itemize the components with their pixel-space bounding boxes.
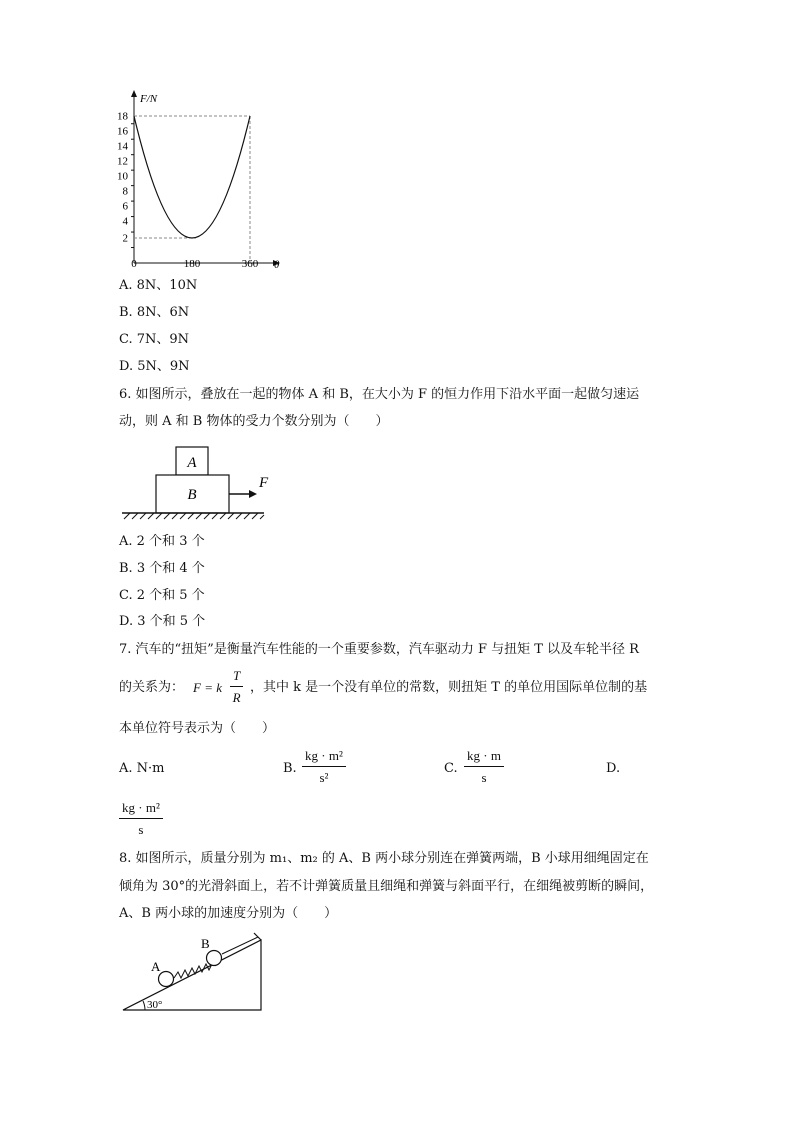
- q7-formula-fraction: [230, 668, 243, 706]
- ball-a: [159, 972, 174, 987]
- force-curve: [134, 116, 250, 238]
- x-tick-0: 0: [131, 258, 137, 270]
- ball-b: [207, 951, 222, 966]
- q7-option-d-fraction: [119, 800, 163, 838]
- q5-option-b: B. 8N、6N: [119, 305, 190, 320]
- q7-option-d-label: D.: [606, 761, 621, 776]
- q7-option-c-fraction: [464, 748, 504, 786]
- y-tick-8: 8: [122, 185, 128, 198]
- ball-b-label: B: [201, 936, 210, 951]
- q7-formula-den: R: [232, 690, 241, 705]
- incline-top-post: [254, 933, 261, 940]
- q6-option-a: A. 2 个和 3 个: [119, 534, 205, 549]
- q5-option-d: D. 5N、9N: [119, 359, 190, 374]
- q5-option-a: A. 8N、10N: [119, 278, 198, 293]
- force-arrowhead: [249, 490, 257, 498]
- y-axis-arrow: [131, 90, 137, 97]
- q7-option-a: A. N·m: [119, 761, 165, 776]
- q6-blocks-figure: [118, 440, 278, 524]
- y-tick-16: 16: [117, 125, 128, 138]
- block-a-label: A: [187, 455, 197, 471]
- y-tick-18: 18: [117, 110, 128, 123]
- q7-option-b-label: B.: [283, 761, 297, 776]
- force-angle-graph: [110, 88, 290, 273]
- q8-incline-figure: [118, 930, 268, 1014]
- y-tick-2: 2: [122, 232, 128, 245]
- y-tick-10: 10: [117, 170, 128, 183]
- q7-formula-lhs: F = k: [193, 680, 222, 695]
- q7-option-c-num: kg · m: [464, 748, 504, 767]
- angle-label: 30°: [147, 999, 163, 1011]
- q7-line-2-post: ，其中 k 是一个没有单位的常数，则扭矩 T 的单位用国际单位制的基: [250, 680, 648, 695]
- y-tick-4: 4: [122, 215, 128, 228]
- y-tick-14: 14: [117, 140, 128, 153]
- x-tick-180: 180: [183, 258, 201, 270]
- block-b-label: B: [187, 487, 197, 503]
- q6-line-1: 6. 如图所示，叠放在一起的物体 A 和 B，在大小为 F 的恒力作用下沿水平面一起做匀速运: [119, 387, 640, 402]
- q6-option-c: C. 2 个和 5 个: [119, 588, 205, 603]
- q7-option-c-label: C.: [444, 761, 458, 776]
- q7-option-b-num: kg · m²: [302, 748, 346, 767]
- q7-line-1: 7. 汽车的“扭矩”是衡量汽车性能的一个重要参数，汽车驱动力 F 与扭矩 T 以及车轮半径 R: [119, 642, 639, 657]
- y-tick-12: 12: [117, 155, 128, 168]
- y-tick-6: 6: [122, 200, 128, 213]
- q7-line-3: 本单位符号表示为（ ）: [119, 721, 276, 736]
- incline: [123, 940, 261, 1010]
- q7-option-c-den: s: [481, 770, 487, 785]
- q7-option-b-den: s²: [319, 770, 329, 785]
- q5-option-c: C. 7N、9N: [119, 332, 190, 347]
- q7-option-b-fraction: [302, 748, 346, 786]
- force-label: F: [259, 475, 269, 491]
- q8-line-1: 8. 如图所示，质量分别为 m₁、m₂ 的 A、B 两小球分别连在弹簧两端，B 小球用细绳固定在: [119, 851, 649, 866]
- ground-hatch: [124, 513, 264, 519]
- q6-line-2: 动，则 A 和 B 物体的受力个数分别为（ ）: [119, 414, 389, 429]
- x-tick-360: 360: [241, 258, 259, 270]
- x-axis-label: θ: [274, 259, 280, 271]
- q7-option-d-den: s: [138, 822, 144, 837]
- ball-a-label: A: [151, 959, 161, 974]
- y-axis-label: F/N: [140, 93, 158, 105]
- q7-option-d-num: kg · m²: [119, 800, 163, 819]
- q7-formula-num: T: [230, 668, 243, 687]
- q8-line-2: 倾角为 30°的光滑斜面上，若不计弹簧质量且细绳和弹簧与斜面平行，在细绳被剪断的瞬间，: [119, 879, 654, 894]
- q8-line-3: A、B 两小球的加速度分别为（ ）: [119, 906, 338, 921]
- q6-option-d: D. 3 个和 5 个: [119, 614, 206, 629]
- q6-option-b: B. 3 个和 4 个: [119, 561, 205, 576]
- q7-line-2-pre: 的关系为：: [119, 680, 185, 695]
